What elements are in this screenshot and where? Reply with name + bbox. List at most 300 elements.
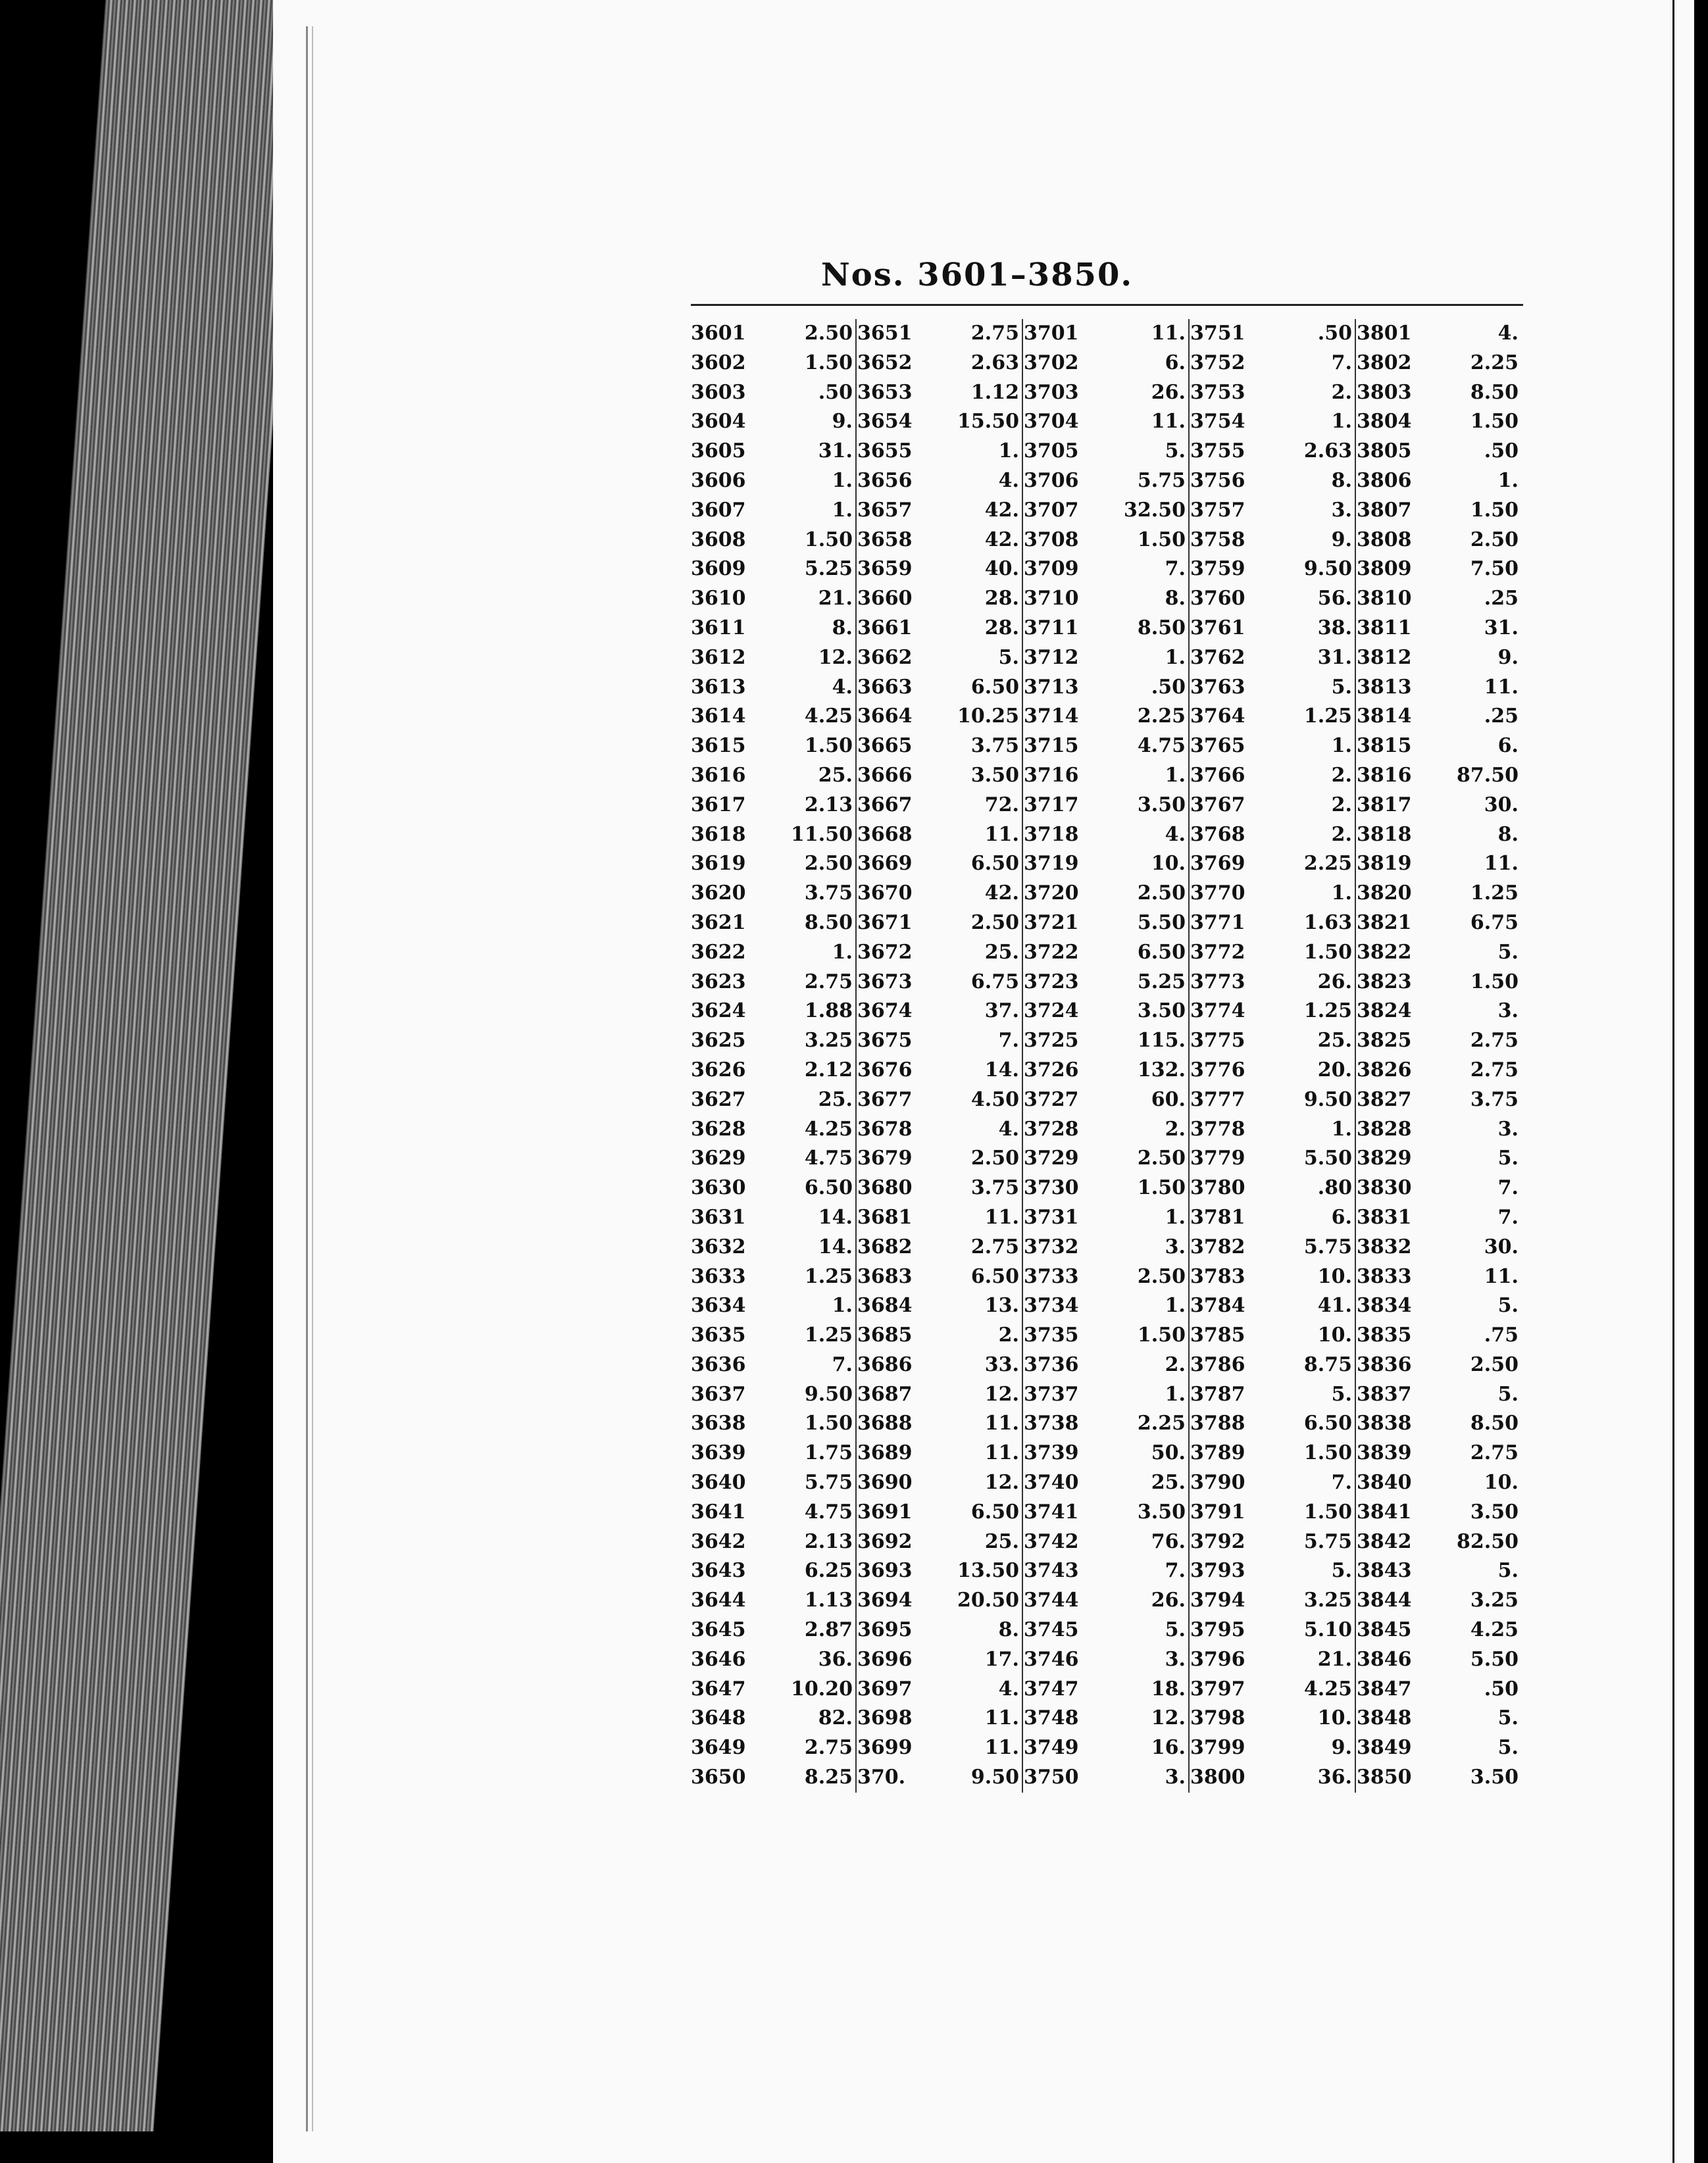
item-price: 5.: [1497, 1294, 1519, 1318]
table-row: [857, 1056, 1028, 1085]
item-number: 3766: [1190, 763, 1245, 787]
table-row: [1190, 1704, 1361, 1733]
item-number: 3767: [1190, 793, 1245, 816]
item-number: 3624: [691, 999, 746, 1023]
table-row: [857, 1645, 1028, 1675]
item-price: 1.25: [1303, 999, 1352, 1023]
item-price: 3.75: [804, 882, 853, 905]
item-price: 3.50: [1137, 999, 1186, 1023]
item-number: 3738: [1024, 1412, 1079, 1435]
table-row: [691, 496, 862, 526]
item-price: 1.: [1165, 1382, 1186, 1406]
table-row: [1190, 1645, 1361, 1675]
item-number: 3635: [691, 1324, 746, 1347]
table-column: [857, 319, 1028, 1793]
item-number: 3795: [1190, 1618, 1245, 1642]
item-price: 6.75: [1470, 910, 1519, 934]
table-row: [1190, 526, 1361, 555]
item-price: 6.25: [804, 1559, 853, 1583]
item-number: 3705: [1024, 439, 1079, 463]
item-price: 9.: [1497, 645, 1519, 669]
table-row: [1190, 1262, 1361, 1292]
item-price: 2.25: [1137, 1412, 1186, 1435]
item-number: 3752: [1190, 351, 1245, 374]
item-price: .50: [1317, 322, 1352, 345]
table-row: [1190, 879, 1361, 908]
item-price: 1.50: [1303, 1441, 1352, 1465]
item-number: 3777: [1190, 1087, 1245, 1111]
item-price: 1.: [832, 468, 853, 492]
item-price: 1.: [1165, 1294, 1186, 1318]
item-price: 3.: [1497, 1117, 1519, 1141]
item-price: 3.25: [1470, 1589, 1519, 1612]
item-price: 5.: [1331, 675, 1352, 699]
item-number: 3744: [1024, 1589, 1079, 1612]
item-number: 3638: [691, 1412, 746, 1435]
item-number: 3713: [1024, 675, 1079, 699]
item-number: 3811: [1357, 616, 1412, 639]
item-number: 3617: [691, 793, 746, 816]
table-row: [1357, 1616, 1528, 1645]
item-number: 3670: [857, 882, 913, 905]
table-row: [1024, 1556, 1195, 1586]
item-price: 11.50: [791, 822, 853, 846]
item-number: 3826: [1357, 1058, 1412, 1082]
item-number: 3626: [691, 1058, 746, 1082]
table-row: [1190, 1321, 1361, 1351]
table-row: [691, 1321, 862, 1351]
item-number: 3690: [857, 1471, 913, 1495]
item-price: 4.: [832, 675, 853, 699]
item-price: 1.: [832, 1294, 853, 1318]
item-price: 1.25: [804, 1264, 853, 1288]
item-price: 5.: [998, 645, 1019, 669]
item-number: 3773: [1190, 970, 1245, 993]
item-price: 1.25: [1470, 882, 1519, 905]
table-row: [1190, 1528, 1361, 1557]
table-row: [1357, 526, 1528, 555]
item-number: 3702: [1024, 351, 1079, 374]
item-price: 1.50: [804, 734, 853, 758]
item-number: 3730: [1024, 1176, 1079, 1200]
table-row: [691, 1556, 862, 1586]
item-number: 3687: [857, 1382, 913, 1406]
item-number: 3737: [1024, 1382, 1079, 1406]
item-number: 3732: [1024, 1235, 1079, 1258]
item-number: 3793: [1190, 1559, 1245, 1583]
item-number: 3780: [1190, 1176, 1245, 1200]
table-row: [1024, 1085, 1195, 1115]
item-price: 2.50: [1137, 1147, 1186, 1170]
item-price: 56.: [1317, 587, 1352, 610]
item-number: 3843: [1357, 1559, 1412, 1583]
item-number: 3759: [1190, 557, 1245, 581]
item-price: 11.: [984, 1706, 1019, 1730]
item-price: 20.50: [957, 1589, 1019, 1612]
table-row: [1190, 1616, 1361, 1645]
table-row: [1357, 938, 1528, 968]
item-number: 3850: [1357, 1766, 1412, 1789]
table-row: [1024, 1409, 1195, 1439]
item-price: 33.: [984, 1353, 1019, 1376]
item-price: 36.: [818, 1647, 853, 1671]
item-number: 3761: [1190, 616, 1245, 639]
table-row: [691, 1704, 862, 1733]
item-price: .50: [1484, 1677, 1519, 1701]
item-price: 1.: [1165, 645, 1186, 669]
table-row: [1190, 1291, 1361, 1321]
item-price: 10.25: [957, 705, 1019, 728]
item-number: 3602: [691, 351, 746, 374]
item-price: 20.: [1317, 1058, 1352, 1082]
item-price: 2.50: [1137, 882, 1186, 905]
item-price: 72.: [984, 793, 1019, 816]
item-number: 3708: [1024, 528, 1079, 551]
item-number: 3682: [857, 1235, 913, 1258]
item-number: 3808: [1357, 528, 1412, 551]
item-number: 3776: [1190, 1058, 1245, 1082]
table-row: [1024, 1645, 1195, 1675]
item-number: 3671: [857, 910, 913, 934]
item-price: 4.: [1497, 322, 1519, 345]
item-price: 10.: [1317, 1264, 1352, 1288]
table-row: [1190, 1556, 1361, 1586]
table-row: [1190, 1056, 1361, 1085]
table-row: [1190, 1085, 1361, 1115]
table-row: [1190, 1026, 1361, 1056]
table-row: [857, 1439, 1028, 1468]
table-row: [1357, 584, 1528, 614]
table-row: [1357, 1056, 1528, 1085]
item-price: 115.: [1137, 1029, 1186, 1053]
item-price: 3.50: [1470, 1766, 1519, 1789]
table-row: [857, 407, 1028, 437]
item-number: 3817: [1357, 793, 1412, 816]
column-separator: [855, 319, 857, 1793]
item-number: 3661: [857, 616, 913, 639]
table-row: [1024, 378, 1195, 408]
item-number: 3803: [1357, 380, 1412, 404]
table-row: [1190, 938, 1361, 968]
item-number: 3675: [857, 1029, 913, 1053]
table-row: [1357, 849, 1528, 879]
table-row: [857, 732, 1028, 761]
table-row: [691, 673, 862, 703]
table-row: [857, 1733, 1028, 1763]
item-price: 2.87: [804, 1618, 853, 1642]
column-separator: [1022, 319, 1023, 1793]
table-row: [857, 1556, 1028, 1586]
item-number: 3605: [691, 439, 746, 463]
table-row: [1190, 1144, 1361, 1174]
table-row: [691, 1262, 862, 1292]
table-row: [1357, 1233, 1528, 1262]
item-number: 3666: [857, 763, 913, 787]
item-price: 30.: [1484, 1235, 1519, 1258]
item-number: 3668: [857, 822, 913, 846]
item-price: 5.: [1497, 1147, 1519, 1170]
item-price: 11.: [1151, 322, 1186, 345]
table-row: [1357, 968, 1528, 997]
item-number: 3725: [1024, 1029, 1079, 1053]
item-number: 3622: [691, 940, 746, 964]
item-price: 2.50: [1470, 1353, 1519, 1376]
item-price: 1.50: [1137, 528, 1186, 551]
item-price: 36.: [1317, 1766, 1352, 1789]
item-price: 50.: [1151, 1441, 1186, 1465]
item-price: 7.50: [1470, 557, 1519, 581]
item-price: 6.50: [804, 1176, 853, 1200]
item-number: 3658: [857, 528, 913, 551]
item-number: 3696: [857, 1647, 913, 1671]
item-price: 1.25: [804, 1324, 853, 1347]
item-number: 3739: [1024, 1441, 1079, 1465]
table-row: [1190, 673, 1361, 703]
item-price: 2.25: [1470, 351, 1519, 374]
item-price: 3.75: [970, 734, 1019, 758]
item-number: 3665: [857, 734, 913, 758]
item-number: 3731: [1024, 1205, 1079, 1229]
item-price: 5.: [1497, 940, 1519, 964]
item-price: 11.: [1484, 1264, 1519, 1288]
item-number: 3742: [1024, 1529, 1079, 1553]
item-price: 4.: [998, 1117, 1019, 1141]
item-number: 3846: [1357, 1647, 1412, 1671]
table-row: [691, 1498, 862, 1528]
table-row: [1190, 761, 1361, 791]
item-number: 3709: [1024, 557, 1079, 581]
item-price: 6.: [1331, 1205, 1352, 1229]
item-price: 9.50: [1303, 557, 1352, 581]
item-number: 3636: [691, 1353, 746, 1376]
item-price: 11.: [984, 1441, 1019, 1465]
item-number: 3819: [1357, 852, 1412, 876]
item-number: 3639: [691, 1441, 746, 1465]
item-price: 3.75: [1470, 1087, 1519, 1111]
item-number: 3614: [691, 705, 746, 728]
item-number: 3809: [1357, 557, 1412, 581]
table-row: [1024, 879, 1195, 908]
column-separator: [1188, 319, 1190, 1793]
table-row: [857, 879, 1028, 908]
book-page-edges: [0, 0, 303, 2131]
table-row: [857, 1468, 1028, 1498]
item-number: 3772: [1190, 940, 1245, 964]
item-price: 1.50: [1470, 498, 1519, 522]
item-price: 11.: [984, 1736, 1019, 1760]
item-price: 16.: [1151, 1736, 1186, 1760]
item-number: 3718: [1024, 822, 1079, 846]
item-price: 4.25: [804, 705, 853, 728]
item-price: 4.: [998, 468, 1019, 492]
item-price: 2.13: [804, 1529, 853, 1553]
item-price: 9.: [832, 410, 853, 434]
item-price: 2.63: [1303, 439, 1352, 463]
item-number: 3784: [1190, 1294, 1245, 1318]
table-row: [1357, 1528, 1528, 1557]
item-number: 3778: [1190, 1117, 1245, 1141]
table-row: [1357, 1675, 1528, 1704]
table-row: [857, 1233, 1028, 1262]
table-row: [1190, 1439, 1361, 1468]
table-row: [1024, 1115, 1195, 1145]
item-number: 3789: [1190, 1441, 1245, 1465]
item-number: 3633: [691, 1264, 746, 1288]
item-number: 3663: [857, 675, 913, 699]
item-price: 2.: [1331, 793, 1352, 816]
item-price: 9.: [1331, 528, 1352, 551]
item-number: 3694: [857, 1589, 913, 1612]
item-number: 3728: [1024, 1117, 1079, 1141]
item-price: 4.25: [804, 1117, 853, 1141]
table-row: [1190, 319, 1361, 349]
table-row: [1190, 555, 1361, 584]
item-number: 3652: [857, 351, 913, 374]
item-price: .25: [1484, 587, 1519, 610]
table-row: [857, 849, 1028, 879]
table-row: [1024, 1262, 1195, 1292]
table-row: [691, 466, 862, 496]
table-row: [1024, 349, 1195, 378]
table-row: [1357, 1174, 1528, 1203]
item-price: 12.: [984, 1471, 1019, 1495]
table-row: [1357, 761, 1528, 791]
item-number: 3618: [691, 822, 746, 846]
item-price: 2.: [1331, 380, 1352, 404]
table-row: [1024, 614, 1195, 643]
table-row: [1357, 1645, 1528, 1675]
table-column: [1190, 319, 1361, 1793]
table-row: [1024, 643, 1195, 673]
table-row: [1024, 1675, 1195, 1704]
item-number: 3712: [1024, 645, 1079, 669]
item-number: 3807: [1357, 498, 1412, 522]
item-number: 3814: [1357, 705, 1412, 728]
table-row: [1190, 732, 1361, 761]
table-row: [1357, 673, 1528, 703]
item-number: 3763: [1190, 675, 1245, 699]
item-price: 25.: [1317, 1029, 1352, 1053]
item-number: 3659: [857, 557, 913, 581]
item-number: 3796: [1190, 1647, 1245, 1671]
item-number: 3650: [691, 1766, 746, 1789]
table-row: [1357, 496, 1528, 526]
table-row: [857, 1498, 1028, 1528]
table-row: [1024, 1203, 1195, 1233]
item-price: 6.: [1165, 351, 1186, 374]
item-price: 3.: [1497, 999, 1519, 1023]
item-number: 3623: [691, 970, 746, 993]
item-number: 3755: [1190, 439, 1245, 463]
table-row: [1190, 496, 1361, 526]
column-separator: [1355, 319, 1356, 1793]
page-edge-line: [1672, 0, 1674, 2163]
item-number: 3797: [1190, 1677, 1245, 1701]
item-number: 3740: [1024, 1471, 1079, 1495]
item-price: 6.50: [970, 1264, 1019, 1288]
item-number: 3637: [691, 1382, 746, 1406]
table-row: [691, 378, 862, 408]
item-number: 3603: [691, 380, 746, 404]
item-price: 5.: [1497, 1382, 1519, 1406]
item-price: 11.: [984, 1412, 1019, 1435]
item-number: 3674: [857, 999, 913, 1023]
item-price: 10.: [1484, 1471, 1519, 1495]
item-price: 5.75: [804, 1471, 853, 1495]
table-row: [857, 1291, 1028, 1321]
table-row: [691, 761, 862, 791]
table-row: [1024, 1291, 1195, 1321]
table-row: [1024, 938, 1195, 968]
table-row: [1357, 466, 1528, 496]
table-row: [691, 1733, 862, 1763]
item-price: 2.75: [1470, 1441, 1519, 1465]
table-row: [691, 1174, 862, 1203]
item-number: 3845: [1357, 1618, 1412, 1642]
item-price: 6.50: [1137, 940, 1186, 964]
item-price: 4.75: [804, 1147, 853, 1170]
table-row: [691, 1439, 862, 1468]
item-number: 3760: [1190, 587, 1245, 610]
item-price: 5.: [1497, 1706, 1519, 1730]
table-row: [691, 1763, 862, 1793]
item-number: 3764: [1190, 705, 1245, 728]
item-number: 3648: [691, 1706, 746, 1730]
item-price: 1.50: [804, 351, 853, 374]
item-number: 3794: [1190, 1589, 1245, 1612]
item-price: 1.: [832, 940, 853, 964]
table-row: [1190, 849, 1361, 879]
table-row: [691, 526, 862, 555]
item-price: 6.50: [970, 852, 1019, 876]
table-row: [1190, 437, 1361, 466]
item-price: 1.: [1165, 763, 1186, 787]
item-number: 3785: [1190, 1324, 1245, 1347]
item-price: 5.50: [1470, 1647, 1519, 1671]
table-row: [857, 908, 1028, 938]
item-price: 1.: [1331, 734, 1352, 758]
table-row: [1357, 407, 1528, 437]
item-price: 2.75: [970, 322, 1019, 345]
item-price: 14.: [984, 1058, 1019, 1082]
item-price: 1.50: [1470, 970, 1519, 993]
item-number: 3799: [1190, 1736, 1245, 1760]
table-row: [1024, 761, 1195, 791]
item-price: 42.: [984, 528, 1019, 551]
item-price: 5.: [1331, 1559, 1352, 1583]
item-price: 2.: [1165, 1117, 1186, 1141]
item-number: 3774: [1190, 999, 1245, 1023]
item-number: 3691: [857, 1500, 913, 1524]
item-number: 3683: [857, 1264, 913, 1288]
item-number: 3746: [1024, 1647, 1079, 1671]
item-number: 3710: [1024, 587, 1079, 610]
item-price: 4.25: [1303, 1677, 1352, 1701]
item-price: 25.: [818, 1087, 853, 1111]
item-number: 3751: [1190, 322, 1245, 345]
item-number: 3660: [857, 587, 913, 610]
item-number: 3627: [691, 1087, 746, 1111]
item-price: 25.: [984, 940, 1019, 964]
item-price: 41.: [1317, 1294, 1352, 1318]
table-row: [857, 1409, 1028, 1439]
item-price: 4.50: [970, 1087, 1019, 1111]
item-number: 3831: [1357, 1205, 1412, 1229]
table-row: [691, 938, 862, 968]
item-price: 10.: [1151, 852, 1186, 876]
table-row: [1190, 378, 1361, 408]
table-row: [857, 820, 1028, 850]
